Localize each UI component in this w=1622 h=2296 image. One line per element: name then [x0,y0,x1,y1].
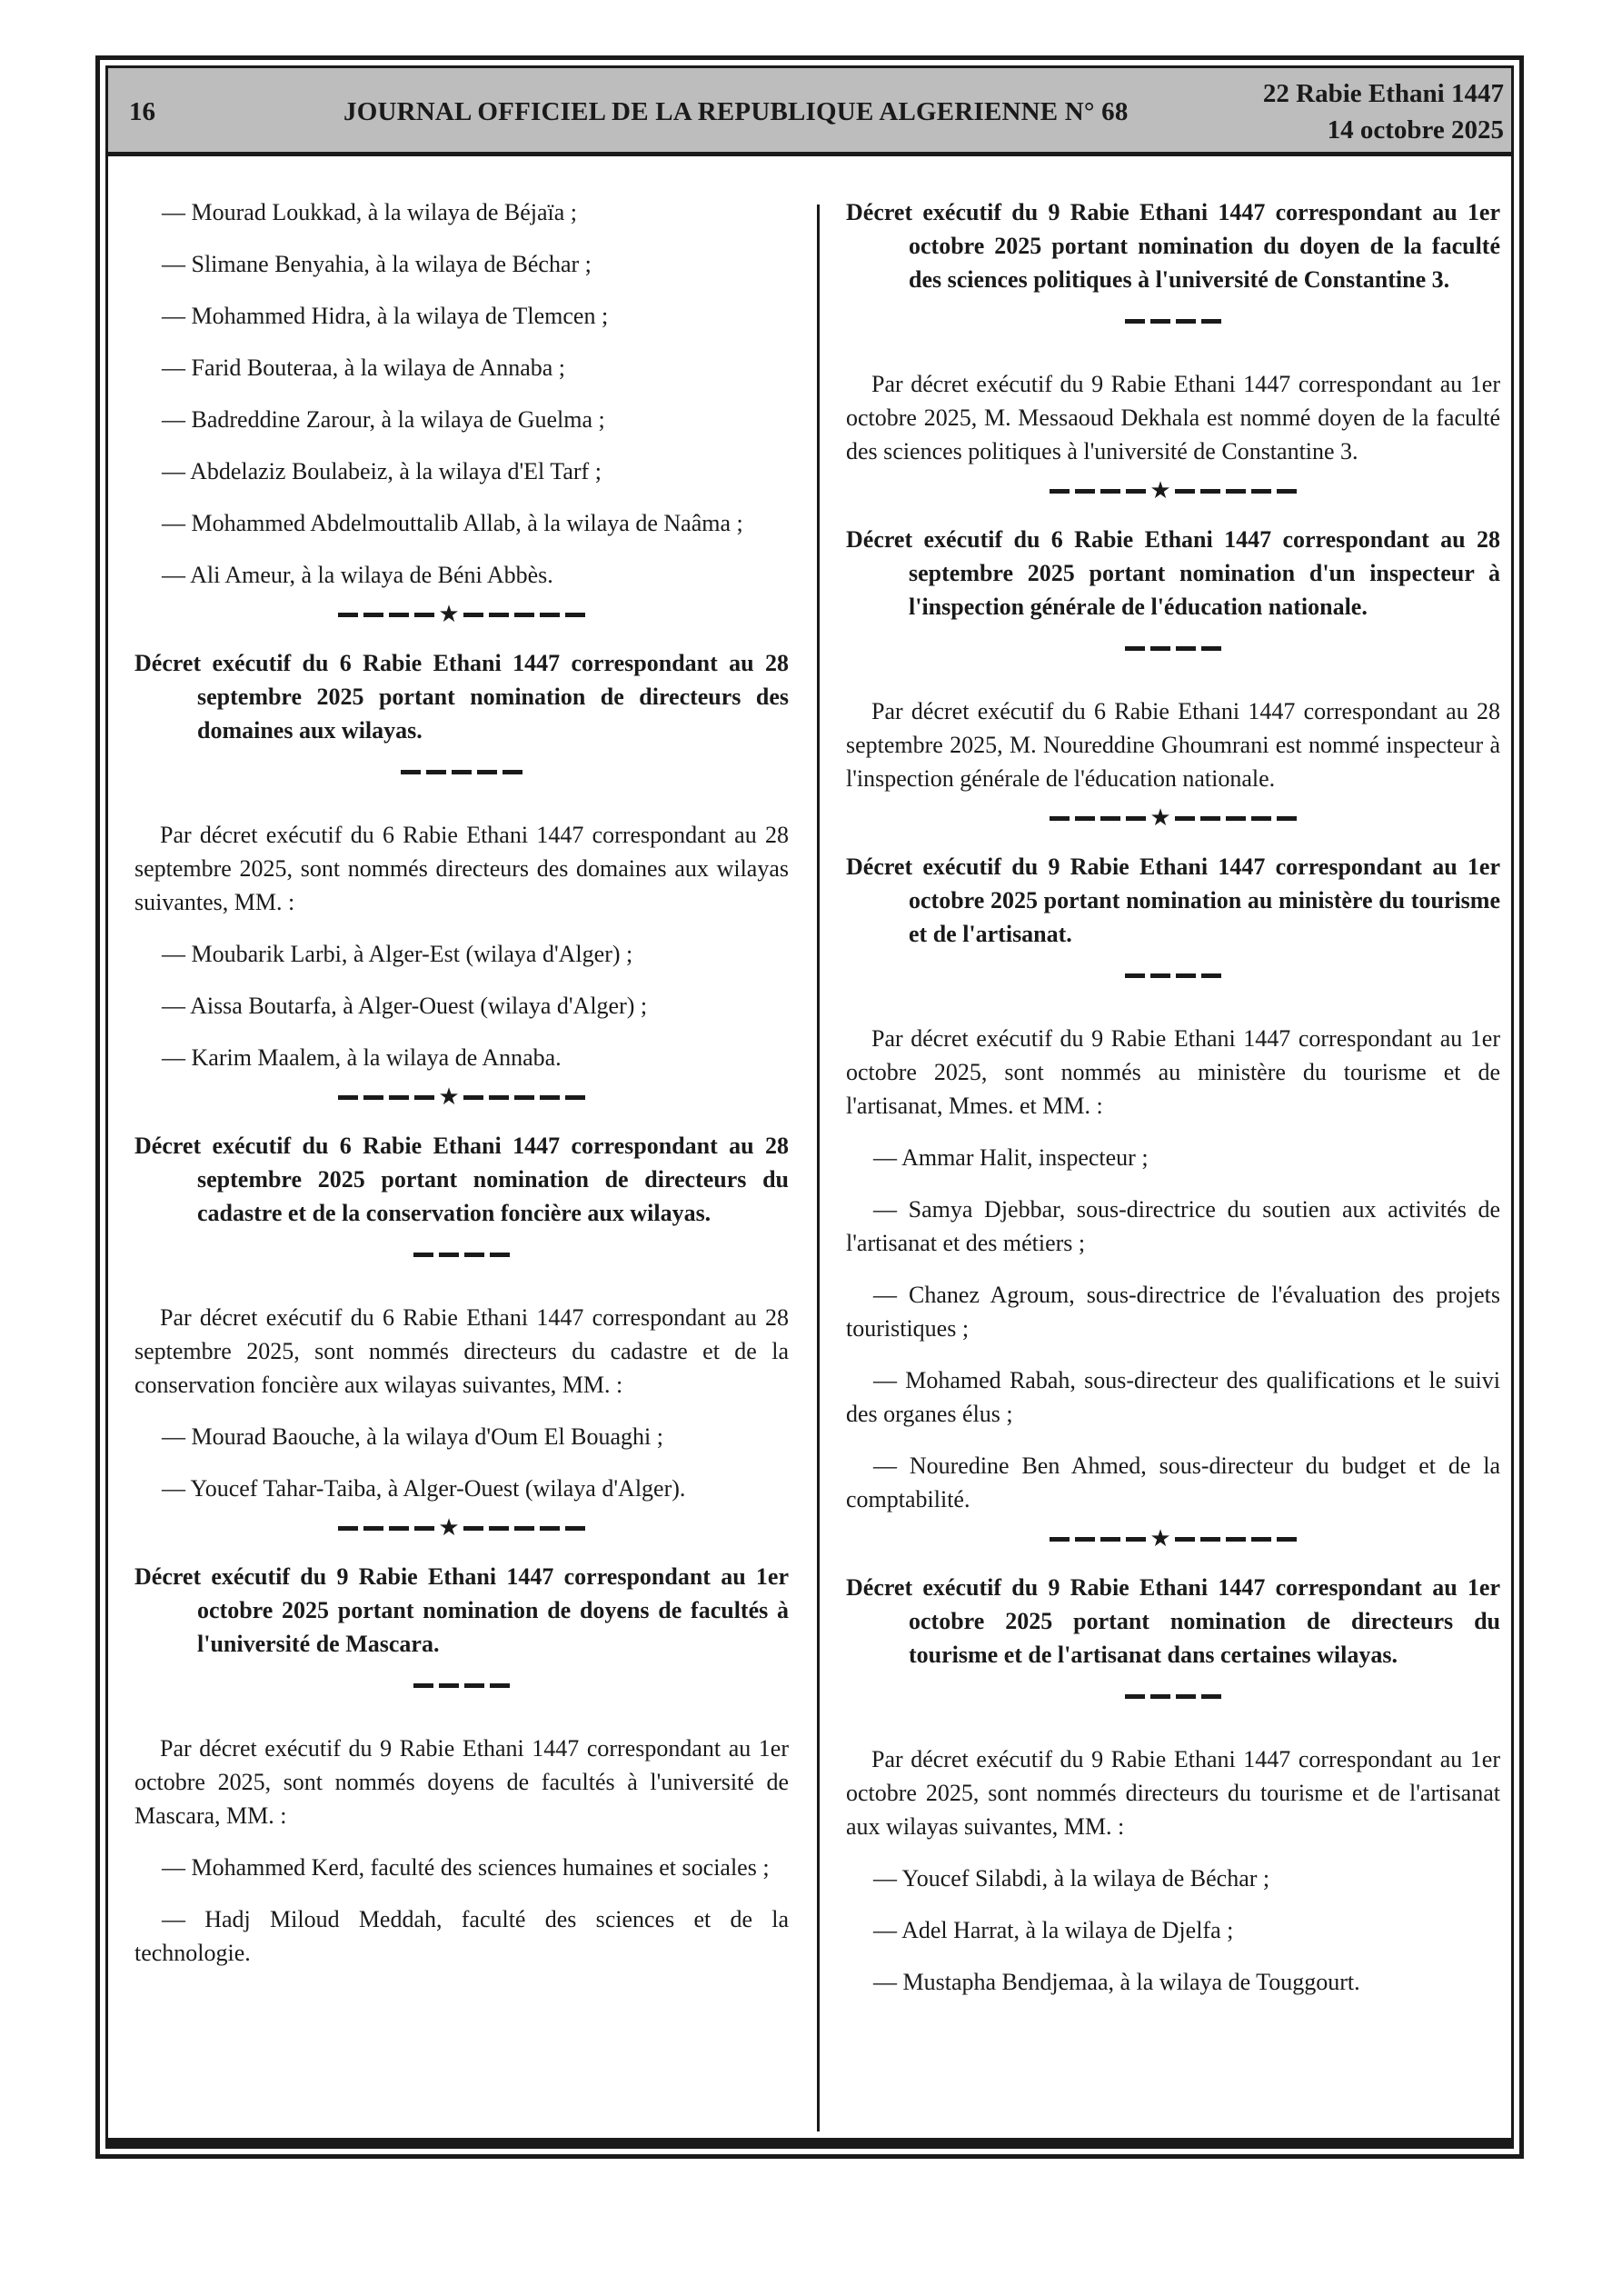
decree-body: Par décret exécutif du 9 Rabie Ethani 1447 correspondant au 1er octobre 2025, sont nommés directeurs du tourisme et de l'artisanat aux wilayas suivantes, MM. : [846,1746,1500,1840]
decree-section [846,1571,1500,1999]
dash-separator [846,629,1500,651]
dash-separator [846,956,1500,978]
list-item: — Karim Maalem, à la wilaya de Annaba. [162,1044,562,1071]
list-item: — Ali Ameur, à la wilaya de Béni Abbès. [162,562,553,588]
decree-title: Décret exécutif du 9 Rabie Ethani 1447 correspondant au 1er octobre 2025 portant nomination du doyen de la faculté des sciences politiques à l'université de Constantine 3. [846,199,1500,293]
decree-section [846,850,1500,1516]
list-item: — Samya Djebbar, sous-directrice du soutien aux activités de l'artisanat et des métiers ; [846,1196,1500,1256]
decree-body: Par décret exécutif du 6 Rabie Ethani 1447 correspondant au 28 septembre 2025, sont nommés directeurs du cadastre et de la conservation foncière aux wilayas suivantes, MM. : [134,1304,789,1398]
list-item: — Ammar Halit, inspecteur ; [873,1144,1149,1171]
list-item: — Aissa Boutarfa, à Alger-Ouest (wilaya d'Alger) ; [162,993,648,1019]
dash-separator [134,1235,789,1257]
list-item: — Mohammed Abdelmouttalib Allab, à la wilaya de Naâma ; [162,510,743,536]
list-item: — Mohammed Hidra, à la wilaya de Tlemcen ; [162,303,609,329]
decree-body: Par décret exécutif du 9 Rabie Ethani 1447 correspondant au 1er octobre 2025, sont nommés doyens de facultés à l'université de Mascara, MM. : [134,1735,789,1829]
list-item: — Abdelaziz Boulabeiz, à la wilaya d'El Tarf ; [162,458,602,484]
dash-separator [134,753,789,774]
star-separator [134,595,789,628]
issue-date [1263,75,1504,148]
decree-title: Décret exécutif du 6 Rabie Ethani 1447 correspondant au 28 septembre 2025 portant nomination de directeurs du cadastre et de la conservation foncière aux wilayas. [134,1133,789,1226]
decree-section [134,646,789,1074]
list-item: — Mourad Loukkad, à la wilaya de Béjaïa ; [162,199,578,225]
list-item: — Mourad Baouche, à la wilaya d'Oum El Bouaghi ; [162,1423,664,1450]
left-column [134,195,789,1988]
right-column [846,195,1500,2017]
page-inner-frame [105,65,1514,2149]
list-item: — Adel Harrat, à la wilaya de Djelfa ; [873,1917,1234,1943]
appointment-list [134,195,789,592]
page-frame [95,55,1524,2159]
page-number: 16 [129,97,155,126]
dash-separator [846,302,1500,324]
list-item: — Hadj Miloud Meddah, faculté des sciences et de la technologie. [134,1906,789,1966]
star-icon: ★ [1149,804,1171,832]
decree-section [134,1560,789,1970]
decree-title: Décret exécutif du 6 Rabie Ethani 1447 correspondant au 28 septembre 2025 portant nomination de directeurs des domaines aux wilayas. [134,650,789,744]
decree-body: Par décret exécutif du 9 Rabie Ethani 1447 correspondant au 1er octobre 2025, sont nommés au ministère du tourisme et de l'artisanat, Mmes. et MM. : [846,1025,1500,1119]
list-item: — Badreddine Zarour, à la wilaya de Guelma ; [162,406,605,433]
star-icon: ★ [1149,1525,1171,1552]
list-item: — Youcef Tahar-Taiba, à Alger-Ouest (wilaya d'Alger). [162,1475,686,1502]
list-item: — Mohammed Kerd, faculté des sciences humaines et sociales ; [162,1854,770,1881]
list-item: — Moubarik Larbi, à Alger-Est (wilaya d'Alger) ; [162,941,633,967]
decree-title: Décret exécutif du 9 Rabie Ethani 1447 correspondant au 1er octobre 2025 portant nomination au ministère du tourisme et de l'artisanat. [846,854,1500,947]
decree-section [846,523,1500,795]
decree-section [134,1129,789,1505]
list-item: — Mustapha Bendjemaa, à la wilaya de Touggourt. [873,1969,1360,1995]
dash-separator [846,1677,1500,1699]
decree-title: Décret exécutif du 6 Rabie Ethani 1447 correspondant au 28 septembre 2025 portant nomination d'un inspecteur à l'inspection générale de l'éducation nationale. [846,526,1500,620]
star-icon: ★ [438,1514,460,1542]
list-item: — Chanez Agroum, sous-directrice de l'évaluation des projets touristiques ; [846,1282,1500,1342]
list-item: — Nouredine Ben Ahmed, sous-directeur du budget et de la comptabilité. [846,1452,1500,1512]
list-item: — Youcef Silabdi, à la wilaya de Béchar ; [873,1865,1270,1892]
star-icon: ★ [1149,477,1171,504]
decree-title: Décret exécutif du 9 Rabie Ethani 1447 correspondant au 1er octobre 2025 portant nomination de doyens de facultés à l'université de Mascara. [134,1563,789,1657]
decree-section [846,195,1500,468]
decree-body: Par décret exécutif du 6 Rabie Ethani 1447 correspondant au 28 septembre 2025, M. Noureddine Ghoumrani est nommé inspecteur à l'inspection générale de l'éducation nationale. [846,698,1500,792]
star-icon: ★ [438,1083,460,1111]
star-separator [846,1520,1500,1552]
star-separator [846,799,1500,832]
dash-separator [134,1666,789,1688]
decree-title: Décret exécutif du 9 Rabie Ethani 1447 correspondant au 1er octobre 2025 portant nomination de directeurs du tourisme et de l'artisanat dans certaines wilayas. [846,1574,1500,1668]
hijri-date: 22 Rabie Ethani 1447 [1262,79,1504,108]
decree-body: Par décret exécutif du 9 Rabie Ethani 1447 correspondant au 1er octobre 2025, M. Messaoud Dekhala est nommé doyen de la faculté des sciences politiques à l'université de Constantine 3. [846,371,1500,464]
page-header [108,68,1511,156]
decree-body: Par décret exécutif du 6 Rabie Ethani 1447 correspondant au 28 septembre 2025, sont nommés directeurs des domaines aux wilayas suivantes, MM. : [134,822,789,915]
star-icon: ★ [438,601,460,628]
star-separator [846,472,1500,504]
list-item: — Mohamed Rabah, sous-directeur des qualifications et le suivi des organes élus ; [846,1367,1500,1427]
list-item: — Farid Bouteraa, à la wilaya de Annaba ; [162,354,566,381]
star-separator [134,1509,789,1542]
gregorian-date: 14 octobre 2025 [1327,115,1504,145]
column-divider [817,205,820,2131]
list-item: — Slimane Benyahia, à la wilaya de Béchar ; [162,251,592,277]
star-separator [134,1078,789,1111]
journal-title: JOURNAL OFFICIEL DE LA REPUBLIQUE ALGERIENNE N° 68 [343,97,1129,126]
